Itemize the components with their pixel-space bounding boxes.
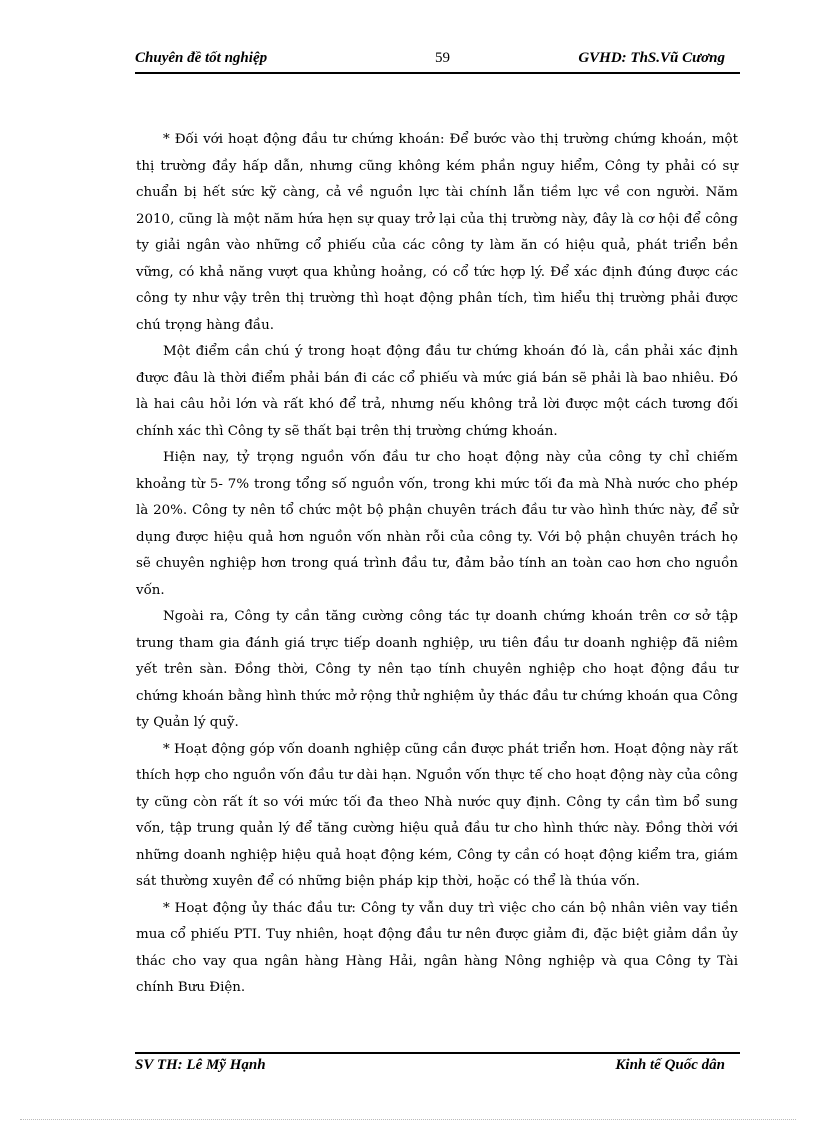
page-footer: [135, 1057, 740, 1079]
page-header: [135, 48, 740, 70]
paragraph: * Hoạt động ủy thác đầu tư: Công ty vẫn duy trì việc cho cán bộ nhân viên vay tiền mua cổ phiếu PTI. Tuy nhiên, hoạt động đầu tư nên được giảm đi, đặc biệt giảm dần ủy thác cho vay qua ngân hàng Hàng Hải, ngân hàng Nông nghiệp và qua Công ty Tài chính Bưu Điện.: [136, 900, 738, 995]
header-rule: [135, 72, 740, 74]
header-title: Chuyên đề tốt nghiệp: [135, 50, 268, 66]
page-number: 59: [435, 50, 450, 66]
footer-student: SV TH: Lê Mỹ Hạnh: [135, 1057, 266, 1073]
paragraph: Ngoài ra, Công ty cần tăng cường công tác tự doanh chứng khoán trên cơ sở tập trung tham gia đánh giá trực tiếp doanh nghiệp, ưu tiên đầu tư doanh nghiệp đã niêm yết trên sàn. Đồng thời, Công ty nên tạo tính chuyên nghiệp cho hoạt động đầu tư chứng khoán bằng hình thức mở rộng thử nghiệm ủy thác đầu tư chứng khoán qua Công ty Quản lý quỹ.: [136, 609, 738, 730]
header-supervisor: GVHD: ThS.Vũ Cương: [578, 50, 725, 66]
page-boundary: [20, 1119, 796, 1120]
footer-school: Kinh tế Quốc dân: [615, 1057, 725, 1073]
paragraph: Một điểm cần chú ý trong hoạt động đầu tư chứng khoán đó là, cần phải xác định được đâu là thời điểm phải bán đi các cổ phiếu và mức giá bán sẽ phải là bao nhiêu. Đó là hai câu hỏi lớn và rất khó để trả, nhưng nếu không trả lời được một cách tương đối chính xác thì Công ty sẽ thất bại trên thị trường chứng khoán.: [136, 344, 738, 439]
paragraph: * Hoạt động góp vốn doanh nghiệp cũng cần được phát triển hơn. Hoạt động này rất thích hợp cho nguồn vốn đầu tư dài hạn. Nguồn vốn thực tế cho hoạt động này của công ty cũng còn rất ít so với mức tối đa theo Nhà nước quy định. Công ty cần tìm bổ sung vốn, tập trung quản lý để tăng cường hiệu quả đầu tư cho hình thức này. Đồng thời với những doanh nghiệp hiệu quả hoạt động kém, Công ty cần có hoạt động kiểm tra, giám sát thường xuyên để có những biện pháp kịp thời, hoặc có thể là thúa vốn.: [136, 741, 738, 889]
body-text: [136, 127, 738, 1002]
footer-rule: [135, 1052, 740, 1054]
paragraph: * Đối với hoạt động đầu tư chứng khoán: Để bước vào thị trường chứng khoán, một thị trường đầy hấp dẫn, nhưng cũng không kém phần nguy hiểm, Công ty phải có sự chuẩn bị hết sức kỹ càng, cả về nguồn lực tài chính lẫn tiềm lực về con người. Năm 2010, cũng là một năm hứa hẹn sự quay trở lại của thị trường này, đây là cơ hội để công ty giải ngân vào những cổ phiếu của các công ty làm ăn có hiệu quả, phát triển bền vững, có khả năng vượt qua khủng hoảng, có cổ tức hợp lý. Để xác định đúng được các công ty như vậy trên thị trường thì hoạt động phân tích, tìm hiểu thị trường phải được chú trọng hàng đầu.: [136, 132, 738, 333]
paragraph: Hiện nay, tỷ trọng nguồn vốn đầu tư cho hoạt động này của công ty chỉ chiếm khoảng từ 5- 7% trong tổng số nguồn vốn, trong khi mức tối đa mà Nhà nước cho phép là 20%. Công ty nên tổ chức một bộ phận chuyên trách đầu tư vào hình thức này, để sử dụng được hiệu quả hơn nguồn vốn nhàn rỗi của công ty. Với bộ phận chuyên trách họ sẽ chuyên nghiệp hơn trong quá trình đầu tư, đảm bảo tính an toàn cao hơn cho nguồn vốn.: [136, 450, 738, 598]
